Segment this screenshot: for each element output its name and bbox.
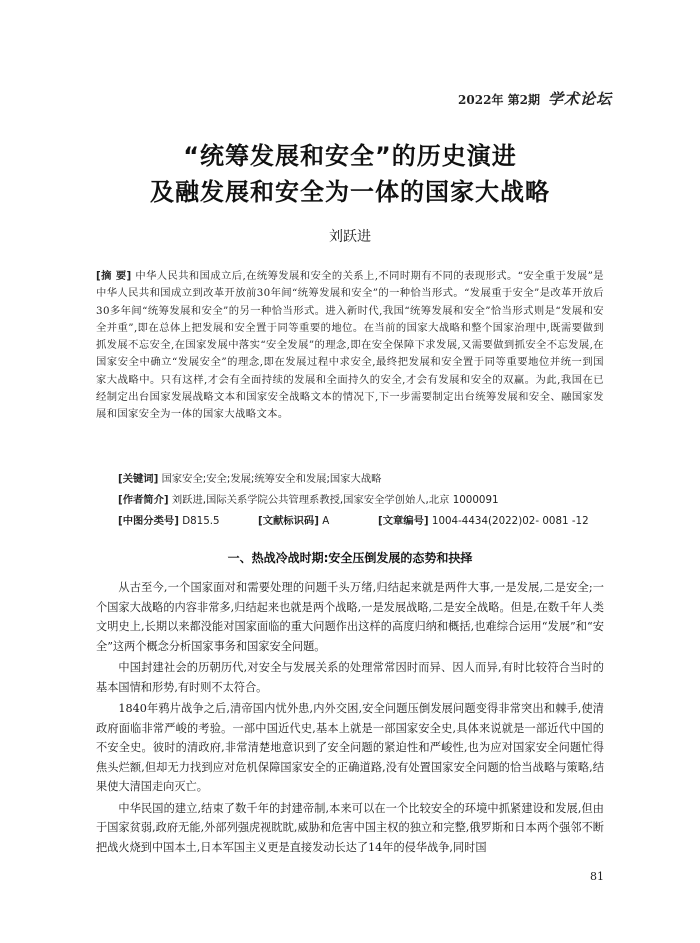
paragraph: 中华民国的建立,结束了数千年的封建帝制,本来可以在一个比较安全的环境中抓紧建设和发展,但由于国家贫弱,政府无能,外部列强虎视眈眈,威胁和危害中国主权的独立和完整,俄罗斯和日本两个强邻不断把战火烧到中国本土,日本军国主义更是直接发动长达了14年的侵华战争,同时国 bbox=[96, 801, 604, 854]
journal-name: 学术论坛 bbox=[547, 90, 612, 108]
article-number-group bbox=[378, 512, 589, 527]
paragraph: 从古至今,一个国家面对和需要处理的问题千头万绪,归结起来就是两件大事,一是发展,二是安全;一个国家大战略的内容非常多,归结起来也就是两个战略,一是发展战略,二是安全战略。但是,在数千年人类文明史上,长期以来都没能对国家面临的重大问题作出这样的高度归纳和概括,也难综合运用“发展”和“安全”这两个概念分析国家事务和国家安全问题。 bbox=[96, 581, 604, 653]
body-text bbox=[96, 578, 604, 859]
section-heading: 一、热战冷战时期:安全压倒发展的态势和抉择 bbox=[227, 551, 473, 565]
article-title-line-2: 及融发展和安全为一体的国家大战略 bbox=[150, 178, 550, 206]
article-title-line-1: “统筹发展和安全”的历史演进 bbox=[183, 142, 517, 170]
author-name: 刘跃进 bbox=[329, 229, 371, 245]
article-number-value: 1004-4434(2022)02- 0081 -12 bbox=[431, 515, 589, 527]
page-number: 81 bbox=[590, 870, 604, 883]
keywords-label: [关键词] bbox=[118, 473, 159, 485]
issue-label: 2022年 第2期 bbox=[458, 93, 540, 107]
paragraph: 1840年鸦片战争之后,清帝国内忧外患,内外交困,安全问题压倒发展问题变得非常突出和棘手,使清政府面临非常严峻的考验。一部中国近代史,基本上就是一部国家安全史,具体来说就是一部近代中国的不安全史。彼时的清政府,非常清楚地意识到了安全问题的紧迫性和严峻性,也为应对国家安全问题忙得焦头烂额,但却无力找到应对危机保障国家安全的正确道路,没有处置国家安全问题的恰当战略与策略,结果使大清国走向灭亡。 bbox=[96, 702, 604, 793]
abstract-text: 中华人民共和国成立后,在统筹发展和安全的关系上,不同时期有不同的表现形式。“安全重于发展”是中华人民共和国成立到改革开放前30年间“统筹发展和安全”的一种恰当形式。“发展重于安全”是改革开放后30多年间“统筹发展和安全”的另一种恰当形式。进入新时代,我国“统筹发展和安全”恰当形式则是“发展和安全并重”,即在总体上把发展和安全置于同等重要的地位。在当前的国家大战略和整个国家治理中,既需要做到抓发展不忘安全,在国家发展中落实“安全发展”的理念,即在安全保障下求发展,又需要做到抓安全不忘发展,在国家安全中确立“发展安全”的理念,即在发展过程中求安全,最终把发展和安全置于同等重要地位并统一到国家大战略中。只有这样,才会有全面持续的发展和全面持久的安全,才会有发展和安全的双赢。为此,我国在已经制定出台国家发展战略文本和国家安全战略文本的情况下,下一步需要制定出台统筹发展和安全、融国家发展和国家安全为一体的国家大战略文本。 bbox=[96, 270, 604, 421]
author-info-text: 刘跃进,国际关系学院公共管理系教授,国家安全学创始人,北京 1000091 bbox=[171, 494, 499, 506]
abstract-label: [摘 要] bbox=[96, 270, 132, 282]
journal-header bbox=[458, 88, 612, 109]
keywords-text: 国家安全;安全;发展;统筹安全和发展;国家大战略 bbox=[161, 473, 382, 485]
paragraph: 中国封建社会的历朝历代,对安全与发展关系的处理常常因时而异、因人而异,有时比较符合当时的基本国情和形势,有时则不太符合。 bbox=[96, 661, 604, 694]
classification-line bbox=[118, 512, 589, 527]
keywords bbox=[118, 470, 381, 485]
doc-code-group bbox=[258, 512, 378, 527]
doc-code-value: A bbox=[322, 515, 330, 527]
clc-value: D815.5 bbox=[182, 515, 220, 527]
clc-group bbox=[118, 512, 258, 527]
author-info-label: [作者简介] bbox=[118, 494, 169, 506]
clc-label: [中图分类号] bbox=[118, 515, 179, 527]
doc-code-label: [文献标识码] bbox=[258, 515, 319, 527]
article-number-label: [文章编号] bbox=[378, 515, 429, 527]
abstract bbox=[96, 268, 604, 424]
author-info bbox=[118, 491, 499, 506]
